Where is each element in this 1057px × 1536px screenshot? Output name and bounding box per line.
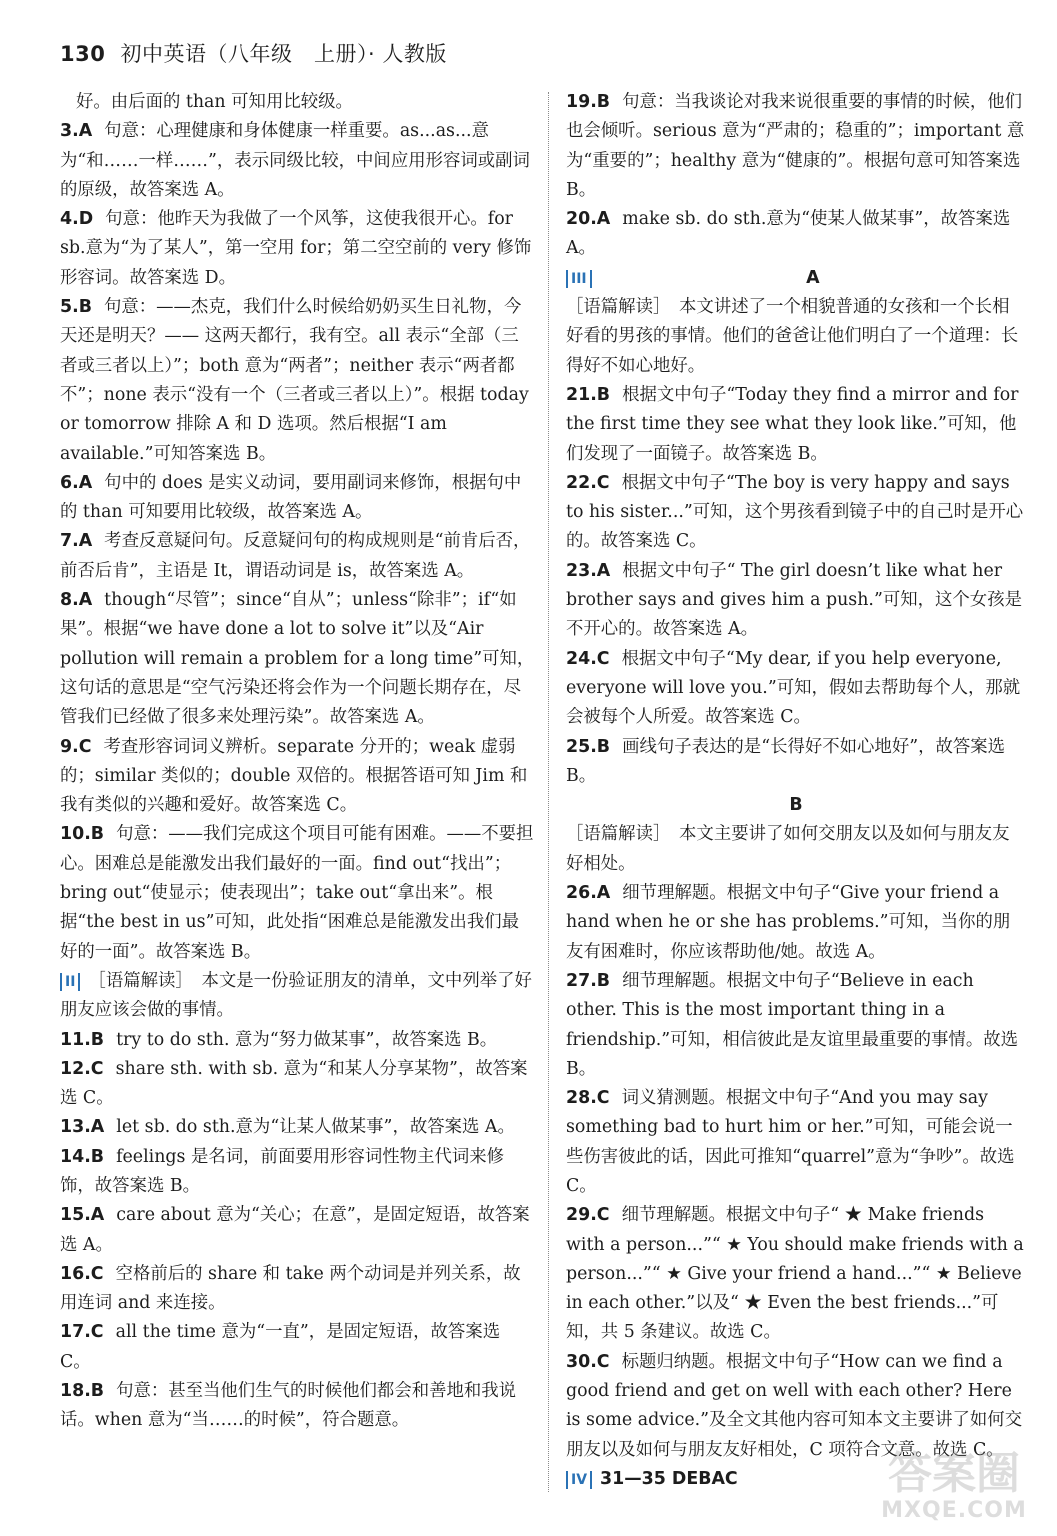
answer-item-17: 17.C all the time 意为“一直”，是固定短语，故答案选 C。 [60,1322,501,1372]
answer-item-28: 28.C 词义猜测题。根据文中句子“And you may say something bad to hurt him or her.”可知，可能会说一些伤害彼此的话，因此可推知“quarrel”意为“争吵”。故选 C。 [566,1088,1015,1196]
answer-item-13: 13.A let sb. do sth.意为“让某人做某事”，故答案选 A。 [60,1117,515,1138]
answer-item-18: 18.B 句意：甚至当他们生气的时候他们都会和善地和我说话。when 意为“当……的时候”，符合题意。 [60,1381,517,1431]
answer-list-2 [60,1026,535,1436]
watermark-logo [869,1450,1039,1526]
passage-b-intro: ［语篇解读］ 本文主要讲了如何交朋友以及如何与朋友友好相处。 [566,824,1010,874]
book-title: 初中英语（八年级 上册）· 人教版 [120,42,447,66]
answer-item-26: 26.A 细节理解题。根据文中句子“Give your friend a hand when he or she has problems.”可知，当你的朋友有困难时，你应该帮助他/她。故选 A。 [566,883,1011,962]
section-4-answers: 31—35 DEBAC [600,1468,738,1489]
column-divider [548,92,549,1492]
watermark-url: MXQE.COM [881,1498,1027,1523]
answer-item-24: 24.C 根据文中句子“My dear, if you help everyone, everyone will love you.”可知，假如去帮助每个人，那就会被每个人所爱。故答案选 C。 [566,648,1021,728]
answer-item-27: 27.B 细节理解题。根据文中句子“Believe in each other. This is the most important thing in a friendship.”可知，相信彼此是友谊里最重要的事情。故选 B。 [566,970,1018,1079]
answer-item-4: 4.D 句意：他昨天为我做了一个风筝，这使我很开心。for sb.意为“为了某人”，第一空用 for；第二空空前的 very 修饰形容词。故答案选 D。 [60,209,532,288]
answer-item-16: 16.C 空格前后的 share 和 take 两个动词是并列关系，故用连词 and 来连接。 [60,1263,521,1314]
watermark-title: 答案圈 [888,1448,1020,1499]
answer-item-21: 21.B 根据文中句子“Today they find a mirror and for the first time they see what they look like.”可知，他们发现了一面镜子。故答案选 B。 [566,384,1019,464]
answer-item-25: 25.B 画线句子表达的是“长得好不如心地好”，故答案选 B。 [566,736,1006,786]
part-b-label: B [789,795,803,816]
passage-a-intro: ［语篇解读］ 本文讲述了一个相貌普通的女孩和一个长相好看的男孩的事情。他们的爸爸让他们明白了一个道理：长得好不如心地好。 [566,297,1019,376]
page-header [60,38,447,68]
answer-item-20: 20.A make sb. do sth.意为“使某人做某事”，故答案选 A。 [566,209,1011,259]
answer-item-30: 30.C 标题归纳题。根据文中句子“How can we find a good friend and get on well with each other? Here is some advice.”及全文其他内容可知本文主要讲了如何交朋友以及如何与朋友友好相处，C 项符合文意。故选 C。 [566,1351,1023,1460]
answer-item-6: 6.A 句中的 does 是实义动词，要用副词来修饰，根据句中的 than 可知要用比较级，故答案选 A。 [60,472,522,523]
answer-item-19: 19.B 句意：当我谈论对我来说很重要的事情的时候，他们也会倾听。serious 意为“严肃的；稳重的”；important 意为“重要的”；healthy 意为“健康的”。根据句意可知答案选 B。 [566,92,1025,200]
left-column [60,88,535,1436]
answer-item-22: 22.C 根据文中句子“The boy is very happy and says to his sister...”可知，这个男孩看到镜子中的自己时是开心的。故答案选 C。 [566,472,1024,552]
right-column [566,88,1026,1494]
answer-item-14: 14.B feelings 是名词，前面要用形容词性物主代词来修饰，故答案选 B。 [60,1146,505,1196]
answer-item-5: 5.B 句意：——杰克，我们什么时候给奶奶买生日礼物，今天还是明天？—— 这两天都行，我有空。all 表示“全部（三者或三者以上）”；both 意为“两者”；neither 表示“两者都不”；none 表示“没有一个（三者或三者以上）”。根据 today or tomorrow 排除 A 和 D 选项。然后根据“I am available.”可知答案选 B。 [60,297,529,464]
answer-item-11: 11.B try to do sth. 意为“努力做某事”，故答案选 B。 [60,1029,498,1050]
section-3-marker: III [566,270,592,288]
answer-item-12: 12.C share sth. with sb. 意为“和某人分享某物”，故答案选 C。 [60,1058,528,1109]
answer-item-9: 9.C 考查形容词词义辨析。separate 分开的；weak 虚弱的；similar 类似的；double 双倍的。根据答语可知 Jim 和我有类似的兴趣和爱好。故答案选 C。 [60,736,528,816]
section-3-header [566,264,1026,293]
answer-item-23: 23.A 根据文中句子“ The girl doesn’t like what her brother says and gives him a push.”可知，这个女孩是不开心的。故答案选 A。 [566,560,1022,640]
page-number: 130 [60,42,106,66]
continuation-text: 好。由后面的 than 可知用比较级。 [76,92,353,112]
section-2-marker: II [60,973,80,991]
part-a-label: A [806,267,820,288]
section-2-intro: II ［语篇解读］ 本文是一份验证朋友的清单，文中列举了好朋友应该会做的事情。 [60,970,532,1021]
answer-item-10: 10.B 句意：——我们完成这个项目可能有困难。——不要担心。困难总是能激发出我们最好的一面。find out“找出”；bring out“使显示；使表现出”；take out“拿出来”。根据“the best in us”可知，此处指“困难总是能激发出我们最好的一面”。故答案选 B。 [60,824,534,962]
answer-item-3: 3.A 句意：心理健康和身体健康一样重要。as...as...意为“和……一样……”，表示同级比较，中间应用形容词或副词的原级，故答案选 A。 [60,121,530,200]
answer-item-7: 7.A 考查反意疑问句。反意疑问句的构成规则是“前肯后否，前否后肯”，主语是 It，谓语动词是 is，故答案选 A。 [60,531,531,581]
answer-item-29: 29.C 细节理解题。根据文中句子“ ★ Make friends with a person...”“ ★ You should make friends with a person...”“ ★ Give your friend a hand...”“ ★ Believe in each other.”以及“ ★ Even the best friends...”可知，共 5 条建议。故选 C。 [566,1205,1024,1343]
section-4-marker: IV [566,1471,592,1489]
answer-list-1 [60,117,535,967]
answer-item-8: 8.A though“尽管”；since“自从”；unless“除非”；if“如果”。根据“we have done a lot to solve it”以及“Air pollution will remain a problem for a long time”可知，这句话的意思是“空气污染还将会作为一个问题长期存在，尽管我们已经做了很多来处理污染”。故答案选 A。 [60,590,535,728]
answer-item-15: 15.A care about 意为“关心；在意”，是固定短语，故答案选 A。 [60,1205,530,1255]
